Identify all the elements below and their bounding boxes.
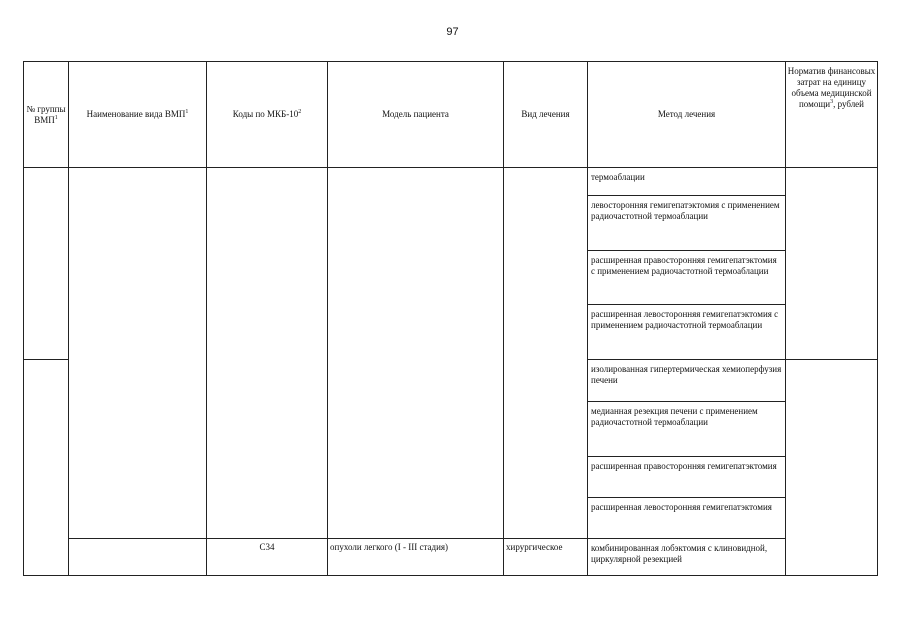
header-financial-norm: Норматив финансовых затрат на единицу объема медицинской помощи$^3$, рублей [786, 62, 878, 168]
treatment-type-cell: хирургическое [504, 539, 588, 576]
treatment-method-cell: расширенная правосторонняя гемигепатэктомия с применением радиочастотной термоаблации [588, 251, 786, 305]
header-patient-model: Модель пациента [328, 62, 504, 168]
page-number: 97 [446, 26, 459, 38]
financial-norm-cell [786, 168, 878, 360]
treatment-method-cell: медианная резекция печени с применением радиочастотной термоаблации [588, 402, 786, 457]
group-no-cell [24, 168, 69, 360]
treatment-type-cell [504, 168, 588, 539]
treatment-method-cell: изолированная гипертермическая хемиоперфузия печени [588, 360, 786, 402]
table-row [24, 539, 878, 576]
treatment-method-cell: термоаблации [588, 168, 786, 196]
header-group-no: № группы ВМП$^1$ [24, 62, 69, 168]
treatment-method-cell: расширенная левосторонняя гемигепатэктомия с применением радиочастотной термоаблации [588, 305, 786, 360]
vmp-table [23, 61, 878, 576]
patient-model-cell [328, 168, 504, 539]
financial-norm-cell [786, 360, 878, 576]
header-treatment-type: Вид лечения [504, 62, 588, 168]
header-mkb-codes: Коды по МКБ-$10^2$ [207, 62, 328, 168]
treatment-method-cell: расширенная левосторонняя гемигепатэктомия [588, 498, 786, 539]
patient-model-cell: опухоли легкого (I - III стадия) [328, 539, 504, 576]
group-no-cell [24, 360, 69, 576]
mkb-codes-cell [207, 168, 328, 539]
mkb-code-cell: C34 [207, 539, 328, 576]
header-treatment-method: Метод лечения [588, 62, 786, 168]
table-header-row [24, 62, 878, 168]
treatment-method-cell: комбинированная лобэктомия с клиновидной, циркулярной резекцией [588, 539, 786, 576]
table-row [24, 168, 878, 196]
header-vmp-name: Наименование вида ВМП$^1$ [69, 62, 207, 168]
treatment-method-cell: расширенная правосторонняя гемигепатэктомия [588, 457, 786, 498]
vmp-name-cell [69, 539, 207, 576]
vmp-name-cell [69, 168, 207, 539]
treatment-method-cell: левосторонняя гемигепатэктомия с применением радиочастотной термоаблации [588, 196, 786, 251]
